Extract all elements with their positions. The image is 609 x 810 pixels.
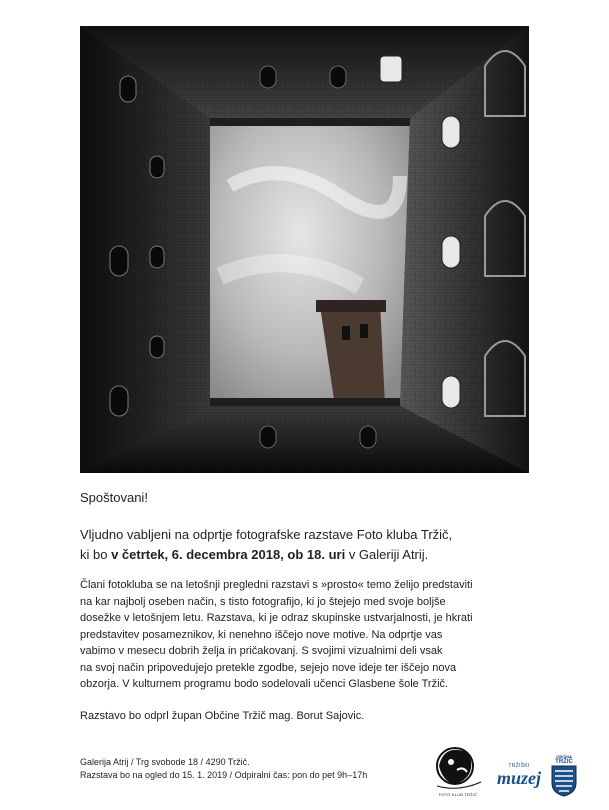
greeting: Spoštovani!: [80, 490, 148, 505]
obcina-top-text: OBČINA: [556, 754, 572, 759]
footer: [80, 756, 367, 781]
foto-klub-logo: [429, 744, 487, 797]
body-line: vabimo v mesecu dobrih želja in pričakovanj. S svojimi vizualnimi deli vsak: [80, 645, 443, 657]
courtyard-photo: [80, 26, 529, 473]
obcina-trzic-logo: [551, 754, 577, 797]
foto-klub-text: FOTO KLUB TRŽIČ: [438, 792, 478, 797]
body-line: na svoj način pripovedujejo pretekle zgodbe, sejejo nove ideje ter iščejo nova: [80, 661, 457, 674]
opener-note: Razstavo bo odprl župan Občine Tržič mag. Borut Sajovic.: [80, 710, 365, 722]
event-date: v četrtek, 6. decembra 2018, ob 18. uri: [111, 547, 346, 562]
body-line: obzorja. V kulturnem programu bodo sodelovali učenci Glasbene šole Tržič.: [80, 678, 449, 690]
invitation: [80, 525, 452, 565]
muzej-text: muzej: [496, 768, 541, 788]
footer-address: Galerija Atrij / Trg svobode 18 / 4290 Tržič.: [80, 757, 250, 767]
body-line: dosežke v letošnjem letu. Razstava, ki je odraz skupinske ustvarjalnosti, je hkrati: [80, 612, 473, 624]
muzej-top-text: TRŽIŠKI: [508, 763, 530, 769]
body-paragraph: [80, 577, 550, 693]
logos: [429, 744, 577, 797]
trziski-muzej-logo: [497, 763, 541, 787]
invitation-pre: ki bo: [80, 547, 112, 562]
footer-hours: Razstava bo na ogled do 15. 1. 2019 / Odpiralni čas: pon do pet 9h–17h: [80, 769, 368, 780]
body-line: Člani fotokluba se na letošnji pregledni razstavi s »prosto« temo želijo predstaviti: [80, 579, 473, 591]
invitation-line-2: [80, 545, 452, 565]
invitation-post: v Galeriji Atrij.: [345, 547, 429, 562]
invitation-line-1: Vljudno vabljeni na odprtje fotografske razstave Foto kluba Tržič,: [80, 527, 453, 542]
coat-of-arms-icon: [551, 765, 577, 797]
obcina-main-text: TRŽIČ: [555, 759, 573, 765]
body-line: predstavitev posameznikov, ki nenehno iščejo nove motive. Na odprtje vas: [80, 628, 443, 641]
body-line: na kar najbolj oseben način, s tisto fotografijo, ki jo štejejo med svoje boljše: [80, 595, 446, 608]
